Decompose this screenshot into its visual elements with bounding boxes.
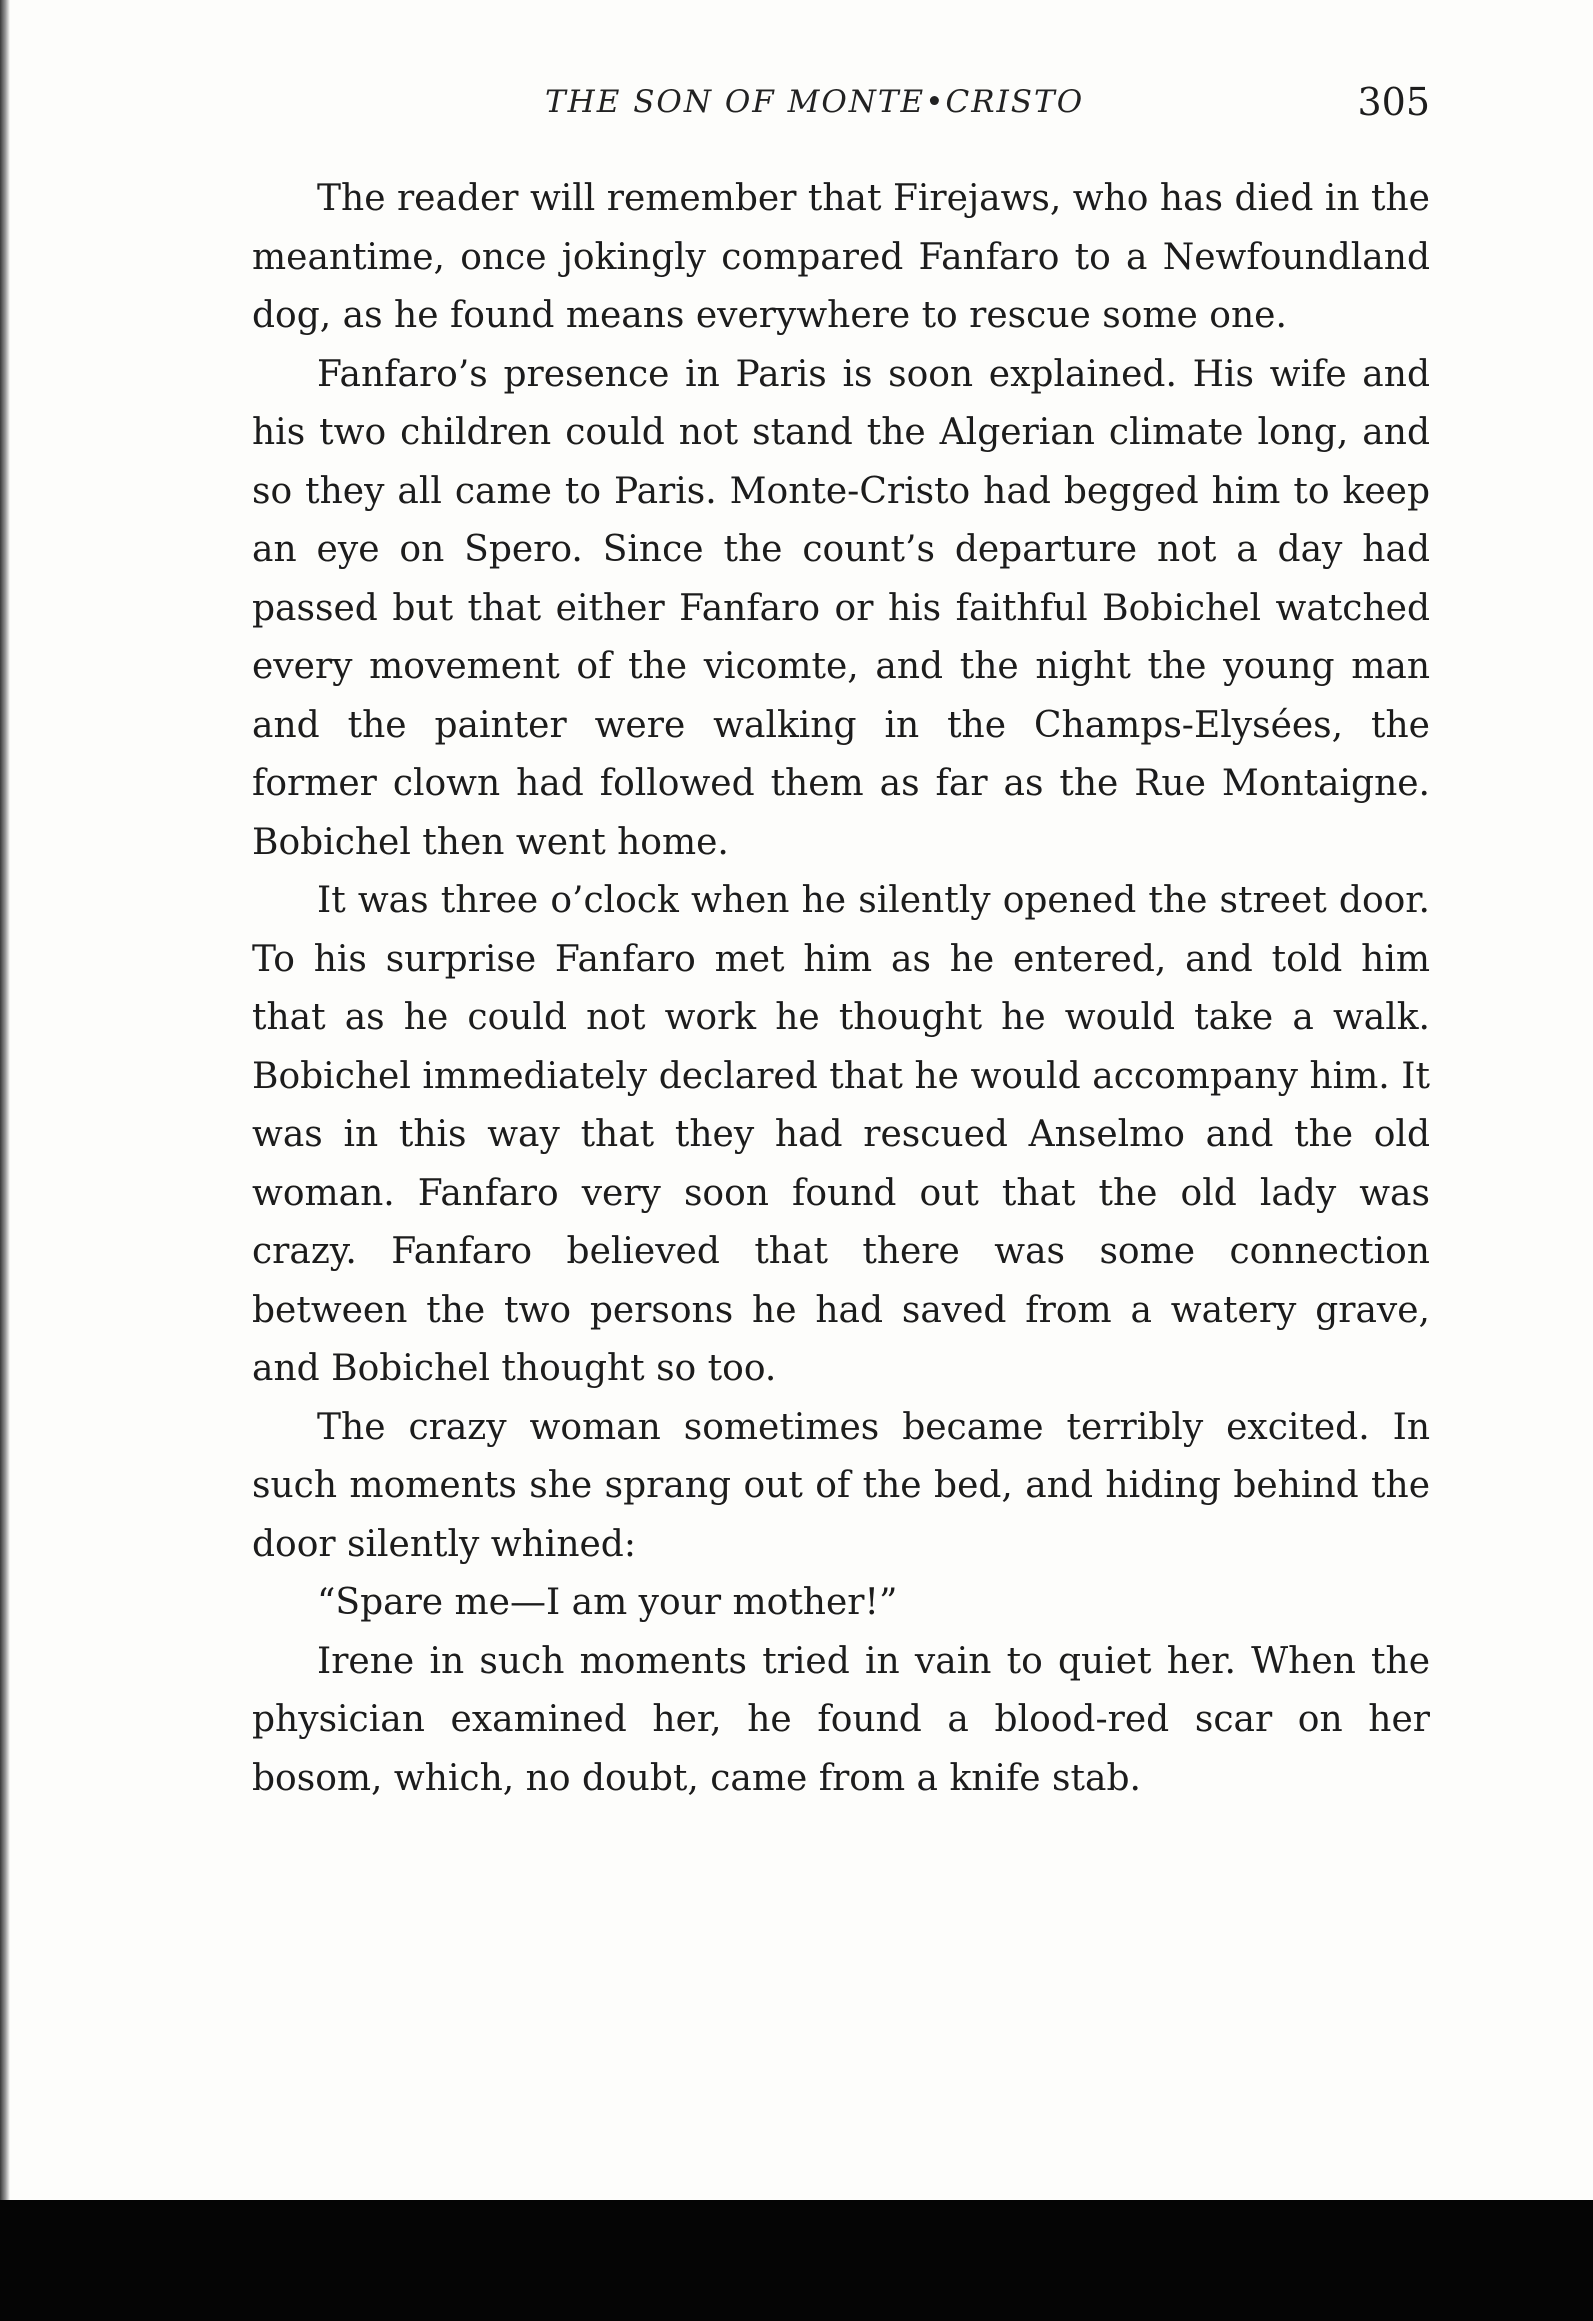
scan-bottom-border bbox=[0, 2200, 1593, 2321]
page-binding-edge bbox=[0, 0, 10, 2321]
body-text bbox=[252, 170, 1430, 1808]
running-title: THE SON OF MONTE•CRISTO bbox=[545, 84, 1085, 120]
page-number: 305 bbox=[1357, 80, 1430, 124]
running-header bbox=[250, 80, 1430, 130]
paragraph: Fanfaro’s presence in Paris is soon explained. His wife and his two children could not stand the Algerian climate long, and so they all came to Paris. Monte-Cristo had begged him to keep an eye on Spero. Since the count’s departure not a day had passed but that either Fanfaro or his faithful Bobichel watched every movement of the vicomte, and the night the young man and the painter were walking in the Champs-Elysées, the former clown had followed them as far as the Rue Montaigne. Bobichel then went home. bbox=[252, 353, 1430, 863]
paragraph: The crazy woman sometimes became terribly excited. In such moments she sprang out of the bed, and hiding behind the door silently whined: bbox=[252, 1406, 1430, 1565]
paragraph: The reader will remember that Firejaws, who has died in the meantime, once jokingly compared Fanfaro to a Newfoundland dog, as he found means everywhere to rescue some one. bbox=[252, 178, 1430, 336]
paragraph: Irene in such moments tried in vain to quiet her. When the physician examined her, he found a blood-red scar on her bosom, which, no doubt, came from a knife stab. bbox=[252, 1640, 1430, 1799]
paragraph: “Spare me—I am your mother!” bbox=[317, 1582, 898, 1623]
paragraph: It was three o’clock when he silently opened the street door. To his surprise Fanfaro met him as he entered, and told him that as he could not work he thought he would take a walk. Bobichel immediately declared that he would accompany him. It was in this way that they had rescued Anselmo and the old woman. Fanfaro very soon found out that the old lady was crazy. Fanfaro believed that there was some connection between the two persons he had saved from a watery grave, and Bobichel thought so too. bbox=[252, 880, 1430, 1389]
